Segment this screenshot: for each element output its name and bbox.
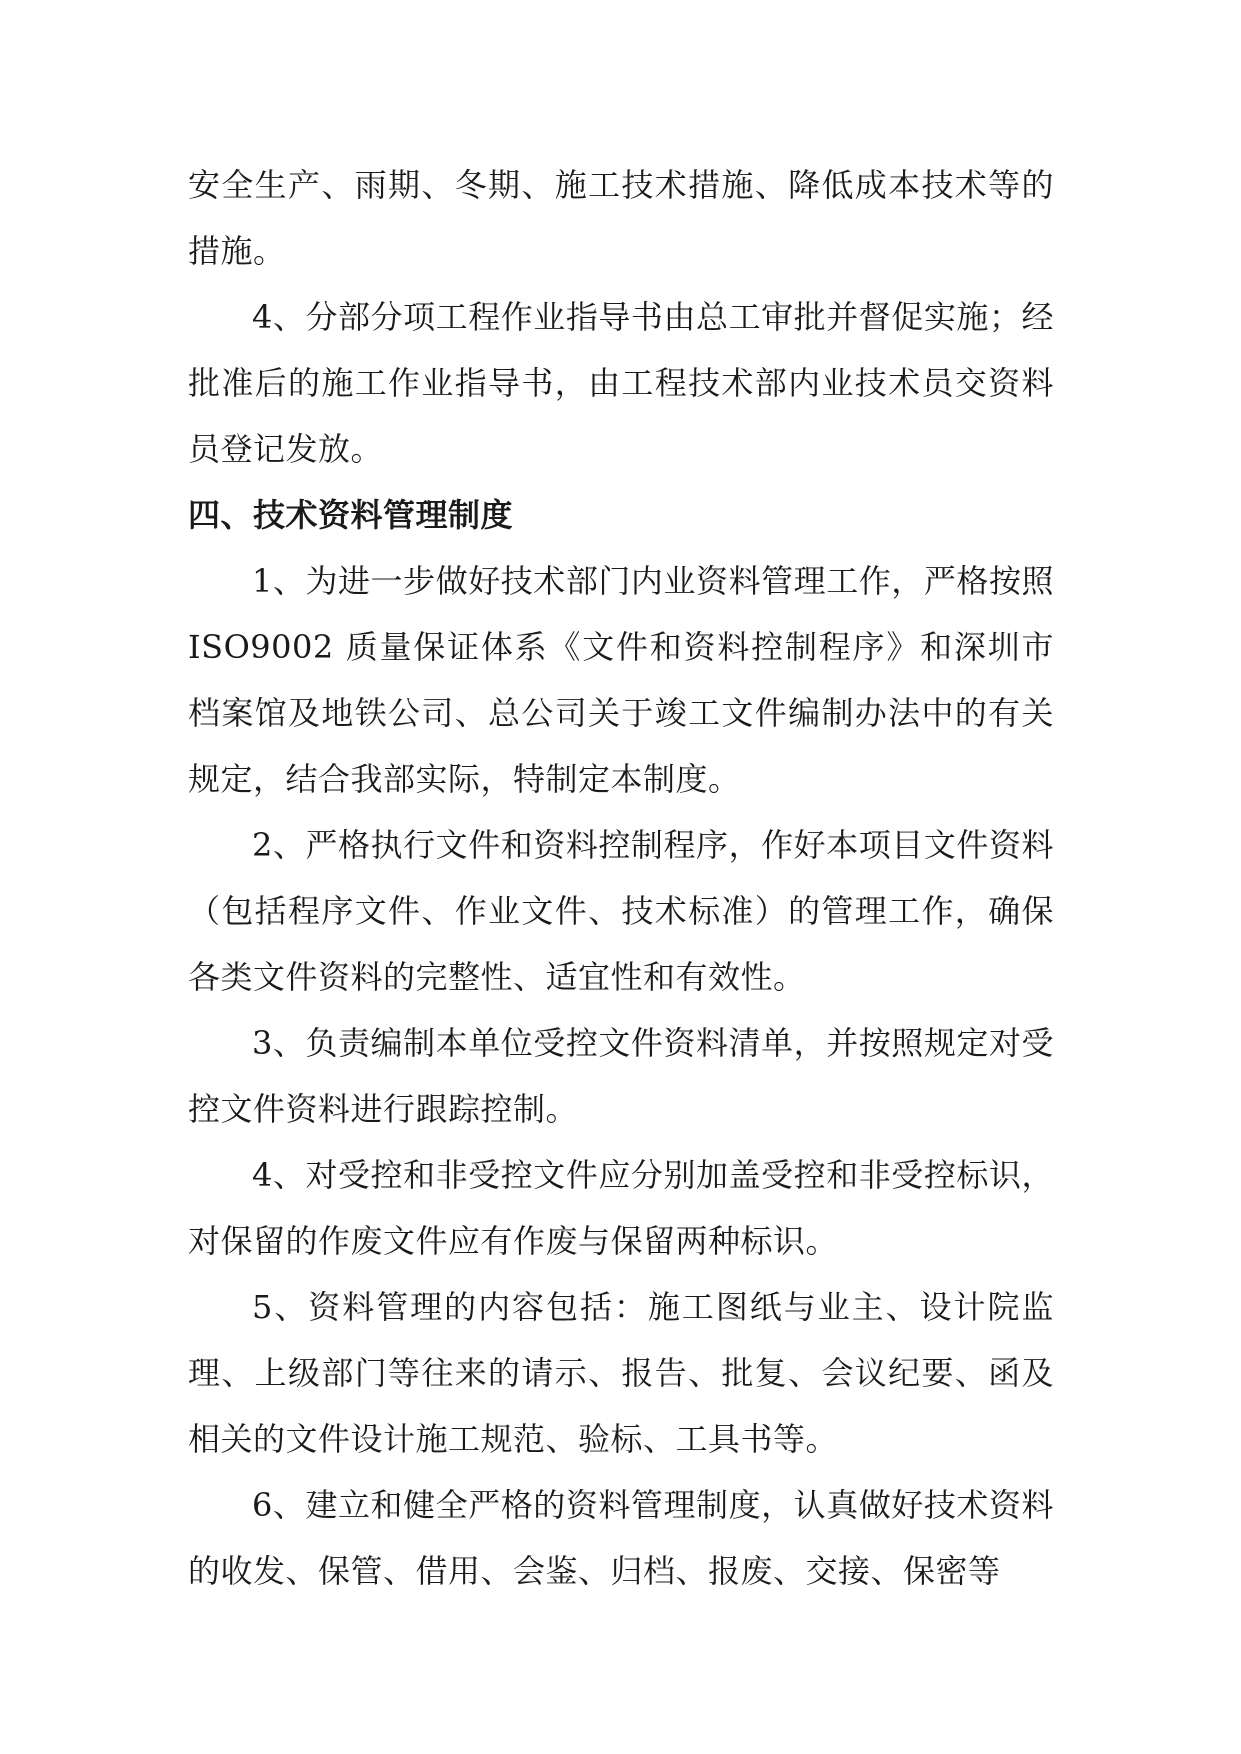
paragraph: 6、建立和健全严格的资料管理制度，认真做好技术资料的收发、保管、借用、会鉴、归档、报废、交接、保密等 xyxy=(188,1486,1054,1590)
document-body xyxy=(188,152,1054,1604)
paragraph: 4、分部分项工程作业指导书由总工审批并督促实施；经批准后的施工作业指导书，由工程技术部内业技术员交资料员登记发放。 xyxy=(188,298,1054,468)
paragraph: 4、对受控和非受控文件应分别加盖受控和非受控标识，对保留的作废文件应有作废与保留两种标识。 xyxy=(188,1156,1054,1260)
paragraph: 2、严格执行文件和资料控制程序，作好本项目文件资料（包括程序文件、作业文件、技术标准）的管理工作，确保各类文件资料的完整性、适宜性和有效性。 xyxy=(188,826,1054,996)
paragraph: 1、为进一步做好技术部门内业资料管理工作，严格按照 ISO9002 质量保证体系《文件和资料控制程序》和深圳市档案馆及地铁公司、总公司关于竣工文件编制办法中的有关规定，结合我部实际，特制定本制度。 xyxy=(188,562,1054,798)
paragraph: 安全生产、雨期、冬期、施工技术措施、降低成本技术等的措施。 xyxy=(188,166,1054,270)
section-heading: 四、技术资料管理制度 xyxy=(188,496,514,534)
paragraph: 5、资料管理的内容包括：施工图纸与业主、设计院监理、上级部门等往来的请示、报告、批复、会议纪要、函及相关的文件设计施工规范、验标、工具书等。 xyxy=(188,1288,1054,1458)
paragraph: 3、负责编制本单位受控文件资料清单，并按照规定对受控文件资料进行跟踪控制。 xyxy=(188,1024,1054,1128)
